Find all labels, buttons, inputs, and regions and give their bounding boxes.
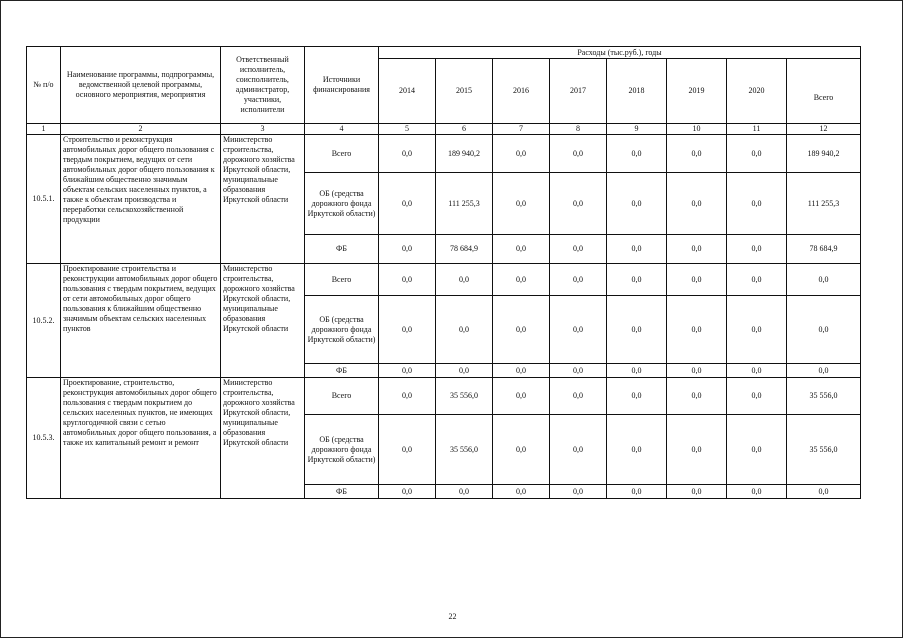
header-num: № п/о [27, 47, 61, 124]
year-value: 0,0 [607, 235, 667, 264]
year-value: 0,0 [436, 264, 493, 296]
header-year: 2019 [667, 59, 727, 124]
total-value: 0,0 [787, 296, 861, 364]
year-value: 0,0 [550, 235, 607, 264]
year-value: 0,0 [493, 296, 550, 364]
total-value: 0,0 [787, 485, 861, 499]
total-value: 35 556,0 [787, 378, 861, 415]
column-number: 2 [61, 124, 221, 135]
year-value: 0,0 [493, 235, 550, 264]
year-value: 0,0 [607, 485, 667, 499]
year-value: 0,0 [550, 364, 607, 378]
year-value: 0,0 [379, 264, 436, 296]
year-value: 35 556,0 [436, 378, 493, 415]
year-value: 0,0 [727, 296, 787, 364]
header-responsible: Ответственный исполнитель, соисполнитель, администратор, участники, исполнители [221, 47, 305, 124]
item-responsible: Министерство строительства, дорожного хозяйства Иркутской области, муниципальные образования Иркутской области [221, 378, 305, 499]
header-year: 2016 [493, 59, 550, 124]
year-value: 0,0 [493, 364, 550, 378]
total-value: 111 255,3 [787, 173, 861, 235]
budget-table [26, 46, 861, 499]
column-number: 1 [27, 124, 61, 135]
year-value: 0,0 [667, 364, 727, 378]
year-value: 0,0 [493, 415, 550, 485]
year-value: 0,0 [493, 378, 550, 415]
column-number: 5 [379, 124, 436, 135]
total-value: 35 556,0 [787, 415, 861, 485]
year-value: 0,0 [667, 296, 727, 364]
year-value: 0,0 [550, 415, 607, 485]
column-number: 6 [436, 124, 493, 135]
header-total: Всего [787, 59, 861, 124]
year-value: 0,0 [493, 264, 550, 296]
year-value: 0,0 [493, 173, 550, 235]
year-value: 0,0 [493, 485, 550, 499]
header-expenses: Расходы (тыс.руб.), годы [379, 47, 861, 59]
item-responsible: Министерство строительства, дорожного хозяйства Иркутской области, муниципальные образования Иркутской области [221, 135, 305, 264]
year-value: 0,0 [436, 485, 493, 499]
year-value: 0,0 [727, 378, 787, 415]
year-value: 0,0 [379, 485, 436, 499]
column-number: 7 [493, 124, 550, 135]
header-source: Источники финансирования [305, 47, 379, 124]
year-value: 0,0 [550, 173, 607, 235]
year-value: 0,0 [379, 364, 436, 378]
year-value: 0,0 [550, 378, 607, 415]
item-name: Проектирование, строительство, реконструкция автомобильных дорог общего пользования с твердым покрытием до сельских населенных пунктов, не имеющих круглогодичной связи с сетью автомобильных дорог общего пользования, а также их капитальный ремонт и ремонт [61, 378, 221, 499]
funding-source: Всего [305, 135, 379, 173]
funding-source: Всего [305, 378, 379, 415]
total-value: 0,0 [787, 264, 861, 296]
year-value: 0,0 [550, 485, 607, 499]
page-number: 22 [448, 612, 457, 621]
funding-source: ФБ [305, 235, 379, 264]
year-value: 0,0 [379, 415, 436, 485]
column-number: 12 [787, 124, 861, 135]
item-number: 10.5.1. [27, 135, 61, 264]
header-name: Наименование программы, подпрограммы, ведомственной целевой программы, основного мероприятия, мероприятия [61, 47, 221, 124]
year-value: 0,0 [727, 485, 787, 499]
column-number: 9 [607, 124, 667, 135]
year-value: 0,0 [550, 135, 607, 173]
year-value: 0,0 [550, 296, 607, 364]
funding-source: Всего [305, 264, 379, 296]
funding-source: ОБ (средства дорожного фонда Иркутской области) [305, 415, 379, 485]
header-year: 2018 [607, 59, 667, 124]
funding-source: ОБ (средства дорожного фонда Иркутской области) [305, 296, 379, 364]
item-number: 10.5.3. [27, 378, 61, 499]
header-year: 2017 [550, 59, 607, 124]
year-value: 0,0 [667, 235, 727, 264]
header-year: 2014 [379, 59, 436, 124]
column-number: 11 [727, 124, 787, 135]
year-value: 0,0 [550, 264, 607, 296]
year-value: 78 684,9 [436, 235, 493, 264]
year-value: 0,0 [379, 296, 436, 364]
year-value: 0,0 [607, 415, 667, 485]
year-value: 0,0 [727, 364, 787, 378]
year-value: 0,0 [607, 364, 667, 378]
year-value: 0,0 [727, 235, 787, 264]
column-number: 4 [305, 124, 379, 135]
year-value: 0,0 [667, 415, 727, 485]
year-value: 35 556,0 [436, 415, 493, 485]
year-value: 0,0 [607, 173, 667, 235]
year-value: 0,0 [379, 135, 436, 173]
year-value: 0,0 [379, 173, 436, 235]
item-responsible: Министерство строительства, дорожного хозяйства Иркутской области, муниципальные образования Иркутской области [221, 264, 305, 378]
item-name: Проектирование строительства и реконструкции автомобильных дорог общего пользования с твердым покрытием, ведущих от сети автомобильных дорог общего пользования к ближайшим общественно значимым объектам сельских населенных пунктов [61, 264, 221, 378]
total-value: 0,0 [787, 364, 861, 378]
column-number: 3 [221, 124, 305, 135]
year-value: 0,0 [667, 378, 727, 415]
year-value: 0,0 [607, 296, 667, 364]
year-value: 0,0 [667, 173, 727, 235]
total-value: 189 940,2 [787, 135, 861, 173]
year-value: 0,0 [667, 135, 727, 173]
year-value: 0,0 [607, 135, 667, 173]
header-year: 2015 [436, 59, 493, 124]
year-value: 0,0 [727, 415, 787, 485]
header-year: 2020 [727, 59, 787, 124]
year-value: 0,0 [607, 264, 667, 296]
funding-source: ФБ [305, 485, 379, 499]
year-value: 0,0 [607, 378, 667, 415]
table-row [27, 264, 861, 296]
year-value: 111 255,3 [436, 173, 493, 235]
table-row [27, 378, 861, 415]
year-value: 0,0 [667, 264, 727, 296]
column-number: 10 [667, 124, 727, 135]
table-row [27, 135, 861, 173]
year-value: 0,0 [727, 173, 787, 235]
column-number: 8 [550, 124, 607, 135]
year-value: 189 940,2 [436, 135, 493, 173]
year-value: 0,0 [493, 135, 550, 173]
year-value: 0,0 [436, 364, 493, 378]
total-value: 78 684,9 [787, 235, 861, 264]
year-value: 0,0 [727, 135, 787, 173]
item-number: 10.5.2. [27, 264, 61, 378]
year-value: 0,0 [667, 485, 727, 499]
funding-source: ОБ (средства дорожного фонда Иркутской области) [305, 173, 379, 235]
year-value: 0,0 [379, 235, 436, 264]
year-value: 0,0 [379, 378, 436, 415]
funding-source: ФБ [305, 364, 379, 378]
item-name: Строительство и реконструкция автомобильных дорог общего пользования с твердым покрытием, ведущих от сети автомобильных дорог общего пользования к ближайшим общественно значимым объектам сельских населенных пунктов, а также к объектам производства и переработки сельскохозяйственной продукции [61, 135, 221, 264]
year-value: 0,0 [727, 264, 787, 296]
year-value: 0,0 [436, 296, 493, 364]
